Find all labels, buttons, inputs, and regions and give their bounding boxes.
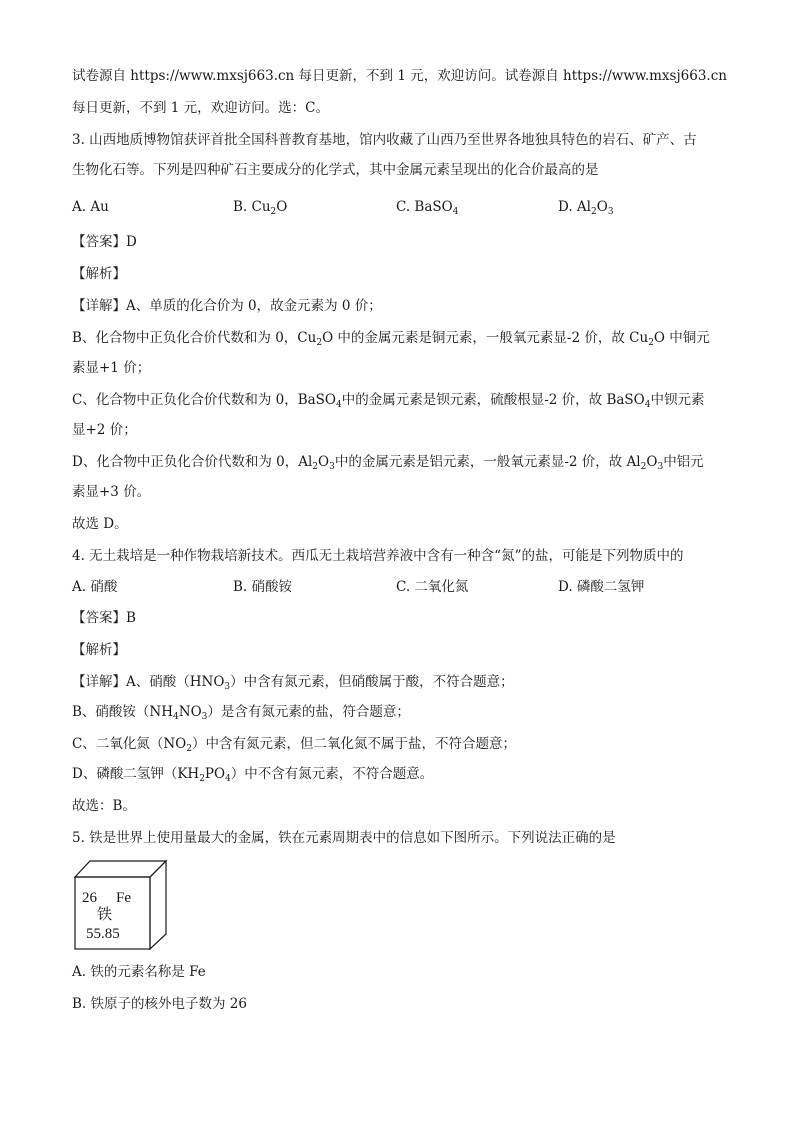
q3-analysis-heading: 【解析】: [72, 266, 126, 282]
q3-option-b: B. $Cu_2O$: [233, 199, 288, 217]
q4-detail-c: C、二氧化氮$(NO_2)$中含有氮元素，但二氧化氮不属于盐，不符合题意；: [72, 736, 516, 754]
q3-stem-line-1: 3. 山西地质博物馆获评首批全国科普教育基地，馆内收藏了山西乃至世界各地独具特色的岩石、矿产、古: [72, 132, 697, 148]
q4-option-b: B. 硝酸铵: [233, 579, 293, 595]
q4-final-choice: 故选：B。: [72, 798, 136, 814]
q4-detail-d: D、磷酸二氢钾$(KH_2PO_4)$中不含有氮元素，不符合题意。: [72, 766, 434, 784]
q3-detail-d-line-2: 素显+3 价。: [72, 484, 151, 500]
q3-detail-d-line-1: D、化合物中正负化合价代数和为 0，$Al_2O_3$中的金属元素是铝元素，一般氧元素显-2 价，故 $Al_2O_3$中铝元: [72, 454, 704, 472]
element-symbol: Fe: [116, 890, 131, 906]
q3-stem-line-2: 生物化石等。下列是四种矿石主要成分的化学式，其中金属元素呈现出的化合价最高的是: [72, 162, 599, 178]
q4-analysis-heading: 【解析】: [72, 642, 126, 658]
q4-answer: 【答案】B: [72, 610, 136, 626]
q3-detail-b-line-2: 素显+1 价；: [72, 360, 151, 376]
q3-option-a: A. Au: [72, 199, 109, 215]
q4-option-d: D. 磷酸二氢钾: [558, 579, 645, 595]
header-watermark-line-2: 每日更新，不到 1 元，欢迎访问。选：C。: [72, 100, 330, 116]
q4-detail-b: B、硝酸铵$(NH_4NO_3)$是含有氮元素的盐，符合题意；: [72, 704, 410, 722]
atomic-mass: 55.85: [86, 926, 120, 942]
q3-option-c: C. BaSO$_4$: [396, 199, 459, 217]
q5-option-b: B. 铁原子的核外电子数为 26: [72, 996, 247, 1012]
q3-detail-a: 【详解】A、单质的化合价为 0，故金元素为 0 价；: [72, 298, 382, 314]
q3-detail-b-line-1: B、化合物中正负化合价代数和为 0，$Cu_2O$ 中的金属元素是铜元素，一般氧元素显-2 价，故 $Cu_2O$ 中铜元: [72, 330, 710, 348]
q5-option-a: A. 铁的元素名称是 Fe: [72, 964, 206, 980]
element-name: 铁: [97, 907, 113, 923]
atomic-number: 26: [82, 890, 97, 906]
q3-final-choice: 故选 D。: [72, 516, 128, 532]
q3-detail-c-line-1: C、化合物中正负化合价代数和为 0，BaSO$_4$中的金属元素是钡元素，硫酸根显-2 价，故 BaSO$_4$中钡元素: [72, 392, 705, 410]
q3-answer: 【答案】D: [72, 234, 137, 250]
q5-stem: 5. 铁是世界上使用量最大的金属，铁在元素周期表中的信息如下图所示。下列说法正确的是: [72, 830, 616, 846]
periodic-table-cell: [74, 858, 168, 950]
q4-stem: 4. 无土栽培是一种作物栽培新技术。西瓜无土栽培营养液中含有一种含“氮”的盐，可能是下列物质中的: [72, 548, 684, 564]
q4-detail-a: 【详解】A、硝酸$(HNO_3)$中含有氮元素，但硝酸属于酸，不符合题意；: [72, 674, 514, 692]
q3-option-d: D. $Al_2O_3$: [558, 199, 614, 217]
header-watermark-line-1: 试卷源自 https://www.mxsj663.cn 每日更新，不到 1 元，欢迎访问。试卷源自 https://www.mxsj663.cn: [72, 68, 727, 84]
q4-option-c: C. 二氧化氮: [396, 579, 469, 595]
q3-detail-c-line-2: 显+2 价；: [72, 422, 137, 438]
q4-option-a: A. 硝酸: [72, 579, 118, 595]
